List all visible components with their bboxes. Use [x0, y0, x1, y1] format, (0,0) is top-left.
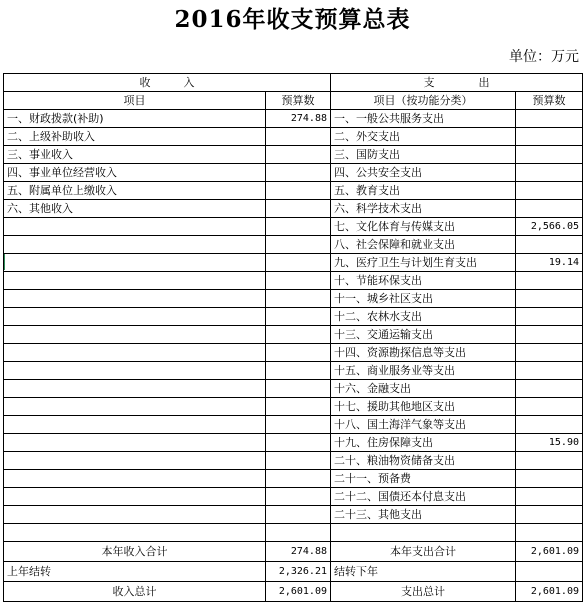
- year-income-value[interactable]: 274.88: [266, 542, 331, 562]
- expense-item-cell[interactable]: 十九、住房保障支出: [331, 434, 516, 452]
- income-budget-cell[interactable]: [266, 182, 331, 200]
- income-item-cell[interactable]: 六、其他收入: [4, 200, 266, 218]
- year-expense-label[interactable]: 本年支出合计: [331, 542, 516, 562]
- year-expense-value[interactable]: 2,601.09: [516, 542, 583, 562]
- expense-budget-cell[interactable]: 15.90: [516, 434, 583, 452]
- income-item-cell[interactable]: 二、上级补助收入: [4, 128, 266, 146]
- expense-item-cell[interactable]: 二十三、其他支出: [331, 506, 516, 524]
- expense-budget-header[interactable]: 预算数: [516, 92, 583, 110]
- expense-item-cell[interactable]: 二十二、国债还本付息支出: [331, 488, 516, 506]
- carry-out-label[interactable]: 结转下年: [331, 562, 516, 582]
- expense-budget-cell[interactable]: [516, 200, 583, 218]
- income-budget-cell[interactable]: [266, 218, 331, 236]
- expense-budget-cell[interactable]: [516, 164, 583, 182]
- income-budget-cell[interactable]: [266, 344, 331, 362]
- expense-item-cell[interactable]: 六、科学技术支出: [331, 200, 516, 218]
- income-item-cell[interactable]: [4, 380, 266, 398]
- table-row: [4, 452, 583, 470]
- income-budget-cell[interactable]: [266, 380, 331, 398]
- income-item-cell[interactable]: [4, 506, 266, 524]
- income-budget-cell[interactable]: [266, 254, 331, 272]
- income-budget-cell[interactable]: [266, 470, 331, 488]
- income-budget-cell[interactable]: [266, 434, 331, 452]
- expense-budget-cell[interactable]: 2,566.05: [516, 218, 583, 236]
- table-row: [4, 290, 583, 308]
- carry-in-label[interactable]: 上年结转: [4, 562, 266, 582]
- expense-total-value[interactable]: 2,601.09: [516, 582, 583, 602]
- table-row: [4, 506, 583, 524]
- expense-item-cell[interactable]: 十七、援助其他地区支出: [331, 398, 516, 416]
- expense-budget-cell[interactable]: [516, 146, 583, 164]
- expense-item-cell[interactable]: 二十一、预备费: [331, 470, 516, 488]
- expense-budget-cell[interactable]: [516, 308, 583, 326]
- expense-item-cell[interactable]: [331, 524, 516, 542]
- income-budget-cell[interactable]: [266, 326, 331, 344]
- income-item-cell[interactable]: 五、附属单位上缴收入: [4, 182, 266, 200]
- expense-budget-cell[interactable]: [516, 182, 583, 200]
- expense-item-cell[interactable]: 八、社会保障和就业支出: [331, 236, 516, 254]
- income-budget-header[interactable]: 预算数: [266, 92, 331, 110]
- income-item-cell[interactable]: [4, 452, 266, 470]
- expense-budget-cell[interactable]: 19.14: [516, 254, 583, 272]
- income-item-cell[interactable]: [4, 524, 266, 542]
- expense-budget-cell[interactable]: [516, 524, 583, 542]
- expense-item-cell[interactable]: 十三、交通运输支出: [331, 326, 516, 344]
- expense-budget-cell[interactable]: [516, 236, 583, 254]
- expense-item-cell[interactable]: 二十、粮油物资储备支出: [331, 452, 516, 470]
- expense-item-cell[interactable]: 三、国防支出: [331, 146, 516, 164]
- section-header-row: [4, 74, 583, 92]
- income-budget-cell[interactable]: [266, 308, 331, 326]
- income-budget-cell[interactable]: [266, 272, 331, 290]
- expense-item-cell[interactable]: 七、文化体育与传媒支出: [331, 218, 516, 236]
- income-item-cell[interactable]: [4, 254, 266, 272]
- expense-budget-cell[interactable]: [516, 398, 583, 416]
- expense-budget-cell[interactable]: [516, 362, 583, 380]
- income-section-header[interactable]: 收 入: [4, 74, 331, 92]
- expense-section-header[interactable]: 支 出: [331, 74, 583, 92]
- income-budget-cell[interactable]: [266, 524, 331, 542]
- table-row: [4, 398, 583, 416]
- expense-budget-cell[interactable]: [516, 380, 583, 398]
- expense-item-cell[interactable]: 十五、商业服务业等支出: [331, 362, 516, 380]
- carry-row: [4, 562, 583, 582]
- income-budget-cell[interactable]: [266, 362, 331, 380]
- table-row: [4, 236, 583, 254]
- income-item-cell[interactable]: [4, 326, 266, 344]
- income-budget-cell[interactable]: [266, 416, 331, 434]
- income-item-cell[interactable]: [4, 218, 266, 236]
- income-budget-cell[interactable]: [266, 290, 331, 308]
- income-item-cell[interactable]: [4, 308, 266, 326]
- table-row: [4, 200, 583, 218]
- unit-label: 单位：万元: [509, 49, 579, 65]
- income-item-cell[interactable]: [4, 398, 266, 416]
- table-row: [4, 416, 583, 434]
- income-item-cell[interactable]: [4, 488, 266, 506]
- expense-item-cell[interactable]: 十六、金融支出: [331, 380, 516, 398]
- expense-item-cell[interactable]: 九、医疗卫生与计划生育支出: [331, 254, 516, 272]
- income-budget-cell[interactable]: [266, 506, 331, 524]
- income-item-cell[interactable]: 三、事业收入: [4, 146, 266, 164]
- income-item-cell[interactable]: [4, 416, 266, 434]
- table-row: [4, 218, 583, 236]
- income-budget-cell[interactable]: [266, 398, 331, 416]
- table-row: [4, 362, 583, 380]
- income-budget-cell[interactable]: [266, 488, 331, 506]
- table-row: [4, 308, 583, 326]
- carry-out-value[interactable]: [516, 562, 583, 582]
- expense-item-cell[interactable]: 一、一般公共服务支出: [331, 110, 516, 128]
- table-row: [4, 164, 583, 182]
- expense-item-cell[interactable]: 十一、城乡社区支出: [331, 290, 516, 308]
- income-item-cell[interactable]: [4, 362, 266, 380]
- income-item-cell[interactable]: 一、财政拨款(补助): [4, 110, 266, 128]
- expense-item-cell[interactable]: 二、外交支出: [331, 128, 516, 146]
- expense-item-cell[interactable]: 十八、国土海洋气象等支出: [331, 416, 516, 434]
- table-row: [4, 272, 583, 290]
- expense-item-cell[interactable]: 十四、资源勘探信息等支出: [331, 344, 516, 362]
- expense-budget-cell[interactable]: [516, 326, 583, 344]
- expense-item-header[interactable]: 项目（按功能分类）: [331, 92, 516, 110]
- expense-item-cell[interactable]: 四、公共安全支出: [331, 164, 516, 182]
- income-item-cell[interactable]: [4, 434, 266, 452]
- expense-budget-cell[interactable]: [516, 272, 583, 290]
- income-item-cell[interactable]: [4, 290, 266, 308]
- column-header-row: [4, 92, 583, 110]
- expense-item-cell[interactable]: 十二、农林水支出: [331, 308, 516, 326]
- income-item-cell[interactable]: [4, 470, 266, 488]
- year-total-row: [4, 542, 583, 562]
- table-row: [4, 146, 583, 164]
- income-total-label[interactable]: 收入总计: [4, 582, 266, 602]
- expense-budget-cell[interactable]: [516, 128, 583, 146]
- table-row: [4, 380, 583, 398]
- table-row: [4, 110, 583, 128]
- page-title: 2016年收支预算总表: [174, 6, 411, 33]
- expense-budget-cell[interactable]: [516, 452, 583, 470]
- income-budget-cell[interactable]: [266, 128, 331, 146]
- income-item-cell[interactable]: [4, 344, 266, 362]
- table-row: [4, 344, 583, 362]
- table-row: [4, 326, 583, 344]
- income-item-cell[interactable]: [4, 272, 266, 290]
- income-total-value[interactable]: 2,601.09: [266, 582, 331, 602]
- income-item-header[interactable]: 项目: [4, 92, 266, 110]
- expense-total-label[interactable]: 支出总计: [331, 582, 516, 602]
- income-budget-cell[interactable]: [266, 452, 331, 470]
- expense-item-cell[interactable]: 五、教育支出: [331, 182, 516, 200]
- budget-table: [3, 73, 583, 602]
- table-row: [4, 128, 583, 146]
- table-row: [4, 254, 583, 272]
- expense-budget-cell[interactable]: [516, 488, 583, 506]
- expense-budget-cell[interactable]: [516, 344, 583, 362]
- expense-budget-cell[interactable]: [516, 416, 583, 434]
- expense-budget-cell[interactable]: [516, 110, 583, 128]
- table-row: [4, 182, 583, 200]
- table-row: [4, 488, 583, 506]
- table-row: [4, 470, 583, 488]
- income-item-cell[interactable]: [4, 236, 266, 254]
- year-income-label[interactable]: 本年收入合计: [4, 542, 266, 562]
- grand-total-row: [4, 582, 583, 602]
- expense-budget-cell[interactable]: [516, 506, 583, 524]
- table-row: [4, 434, 583, 452]
- expense-budget-cell[interactable]: [516, 470, 583, 488]
- expense-budget-cell[interactable]: [516, 290, 583, 308]
- expense-item-cell[interactable]: 十、节能环保支出: [331, 272, 516, 290]
- income-item-cell[interactable]: 四、事业单位经营收入: [4, 164, 266, 182]
- income-budget-cell[interactable]: [266, 146, 331, 164]
- income-budget-cell[interactable]: [266, 200, 331, 218]
- carry-in-value[interactable]: 2,326.21: [266, 562, 331, 582]
- income-budget-cell[interactable]: 274.88: [266, 110, 331, 128]
- income-budget-cell[interactable]: [266, 164, 331, 182]
- table-row: [4, 524, 583, 542]
- income-budget-cell[interactable]: [266, 236, 331, 254]
